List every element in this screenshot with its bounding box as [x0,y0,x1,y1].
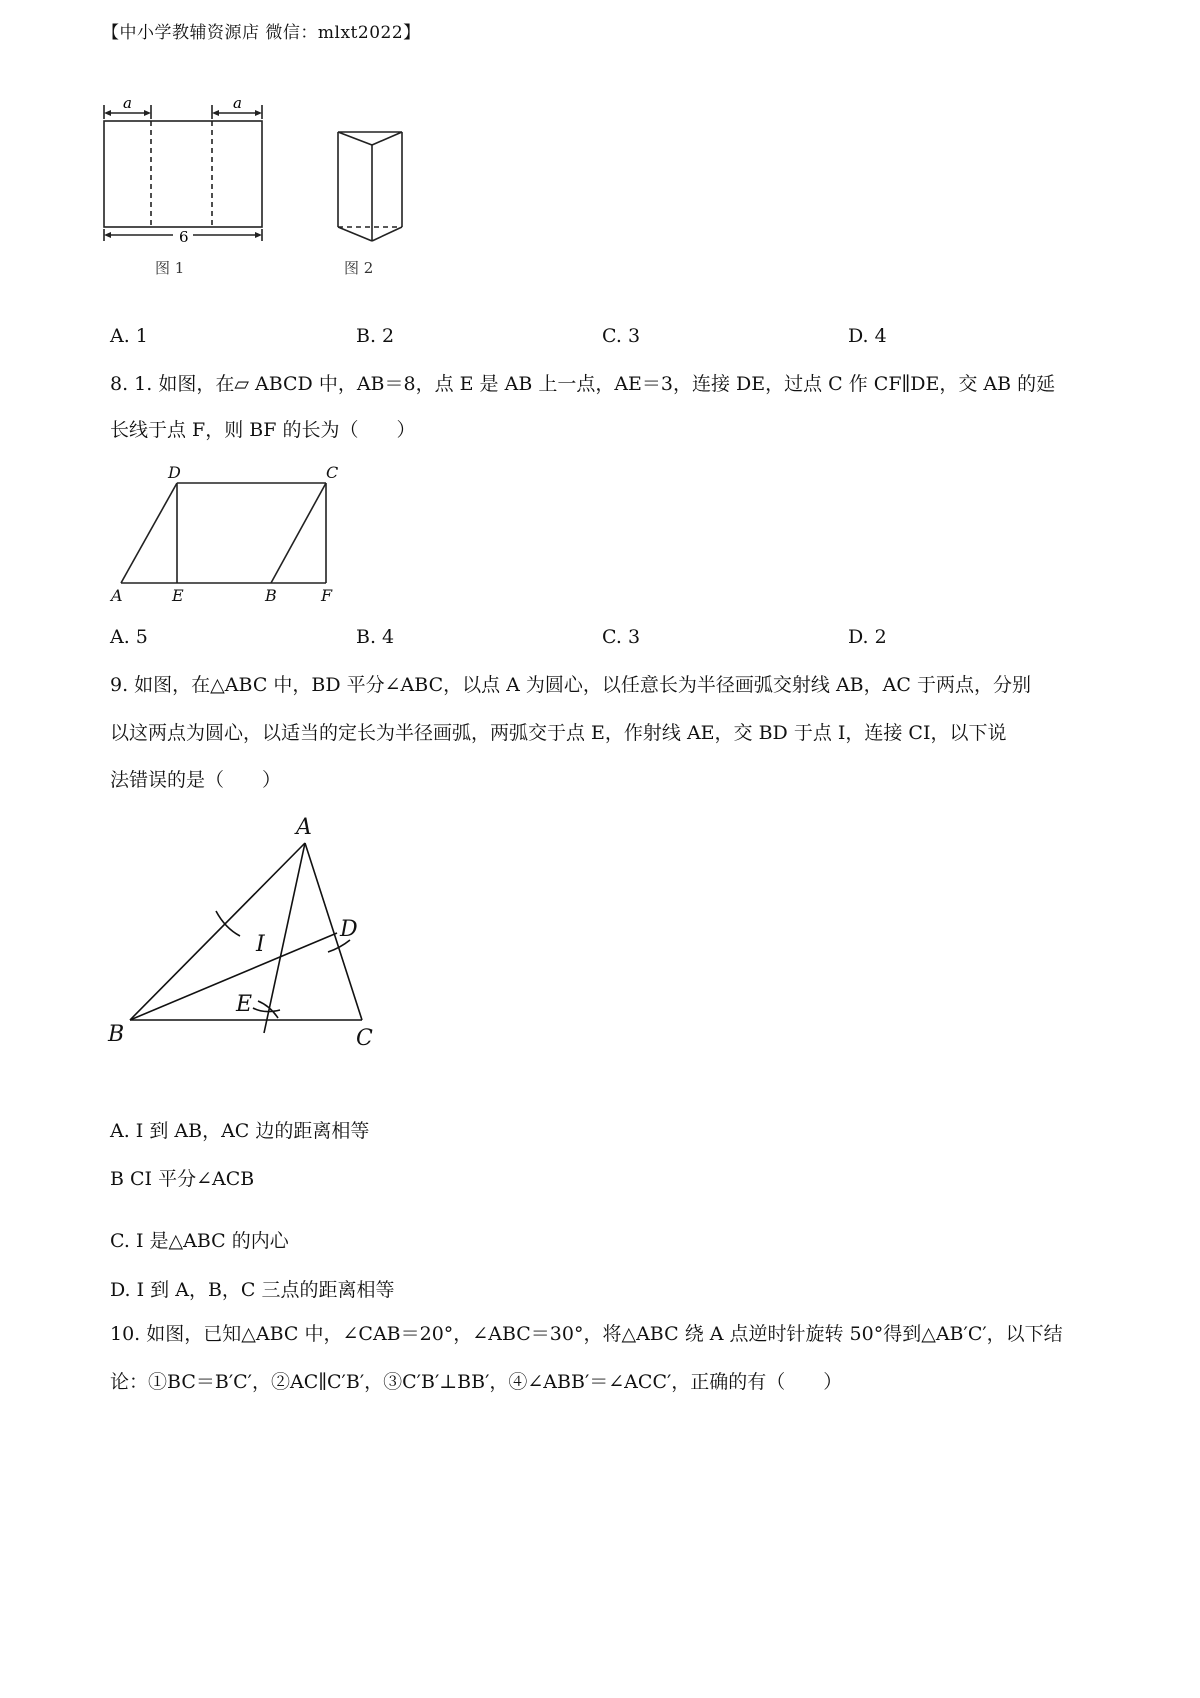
q8-option-b[interactable]: B. 4 [356,626,395,648]
q8-label-d: D [168,463,181,482]
q8-label-f: F [321,586,333,605]
q8-option-a[interactable]: A. 5 [110,626,148,648]
q9-text-line-1: 9. 如图，在△ABC 中，BD 平分∠ABC，以点 A 为圆心，以任意长为半径画弧交射线 AB，AC 于两点，分别 [110,674,1031,696]
q7-option-d[interactable]: D. 4 [848,325,887,347]
fig1-caption: 图 1 [155,259,185,277]
fig1-label-width: 6 [179,228,189,246]
q9-label-d: D [340,917,358,942]
q7-figure-1 [95,95,285,285]
q9-option-a[interactable]: A. I 到 AB，AC 边的距离相等 [110,1120,370,1142]
fig2-caption: 图 2 [344,259,374,277]
q9-triangle-figure [100,808,400,1048]
q9-label-i: I [256,932,265,957]
q8-text-line-2: 长线于点 F，则 BF 的长为（ ） [110,419,416,441]
q7-option-c[interactable]: C. 3 [602,325,641,347]
q8-label-b: B [265,586,277,605]
q8-option-c[interactable]: C. 3 [602,626,641,648]
q7-option-b[interactable]: B. 2 [356,325,395,347]
q9-option-b[interactable]: B CI 平分∠ACB [110,1168,255,1190]
q8-text-line-1: 8. 1. 如图，在▱ ABCD 中，AB＝8，点 E 是 AB 上一点，AE＝3，连接 DE，过点 C 作 CF∥DE，交 AB 的延 [110,373,1056,395]
q9-text-line-3: 法错误的是（ ） [110,769,282,791]
fig1-label-a-left: a [123,95,132,112]
header-watermark: 【中小学教辅资源店 微信：mlxt2022】 [102,23,421,43]
q8-option-d[interactable]: D. 2 [848,626,887,648]
q10-text-line-2: 论：①BC＝B′C′，②AC∥C′B′，③C′B′⊥BB′，④∠ABB′＝∠ACC′，正确的有（ ） [110,1371,843,1393]
q8-label-e: E [172,586,184,605]
q9-label-a: A [296,815,312,840]
q9-label-b: B [108,1022,125,1047]
q10-text-line-1: 10. 如图，已知△ABC 中，∠CAB＝20°，∠ABC＝30°，将△ABC 绕 A 点逆时针旋转 50°得到△AB′C′，以下结 [110,1323,1063,1345]
fig1-label-a-right: a [233,95,242,112]
q9-label-e: E [236,992,253,1017]
q9-text-line-2: 以这两点为圆心，以适当的定长为半径画弧，两弧交于点 E，作射线 AE，交 BD 于点 I，连接 CI，以下说 [110,722,1007,744]
q7-option-a[interactable]: A. 1 [110,325,148,347]
q9-label-c: C [356,1026,373,1048]
q8-label-c: C [326,463,339,482]
q8-parallelogram-figure [105,458,355,608]
q9-option-c[interactable]: C. I 是△ABC 的内心 [110,1230,289,1252]
q7-figure-2 [330,115,420,285]
q8-label-a: A [111,586,123,605]
q9-option-d[interactable]: D. I 到 A，B，C 三点的距离相等 [110,1279,395,1301]
